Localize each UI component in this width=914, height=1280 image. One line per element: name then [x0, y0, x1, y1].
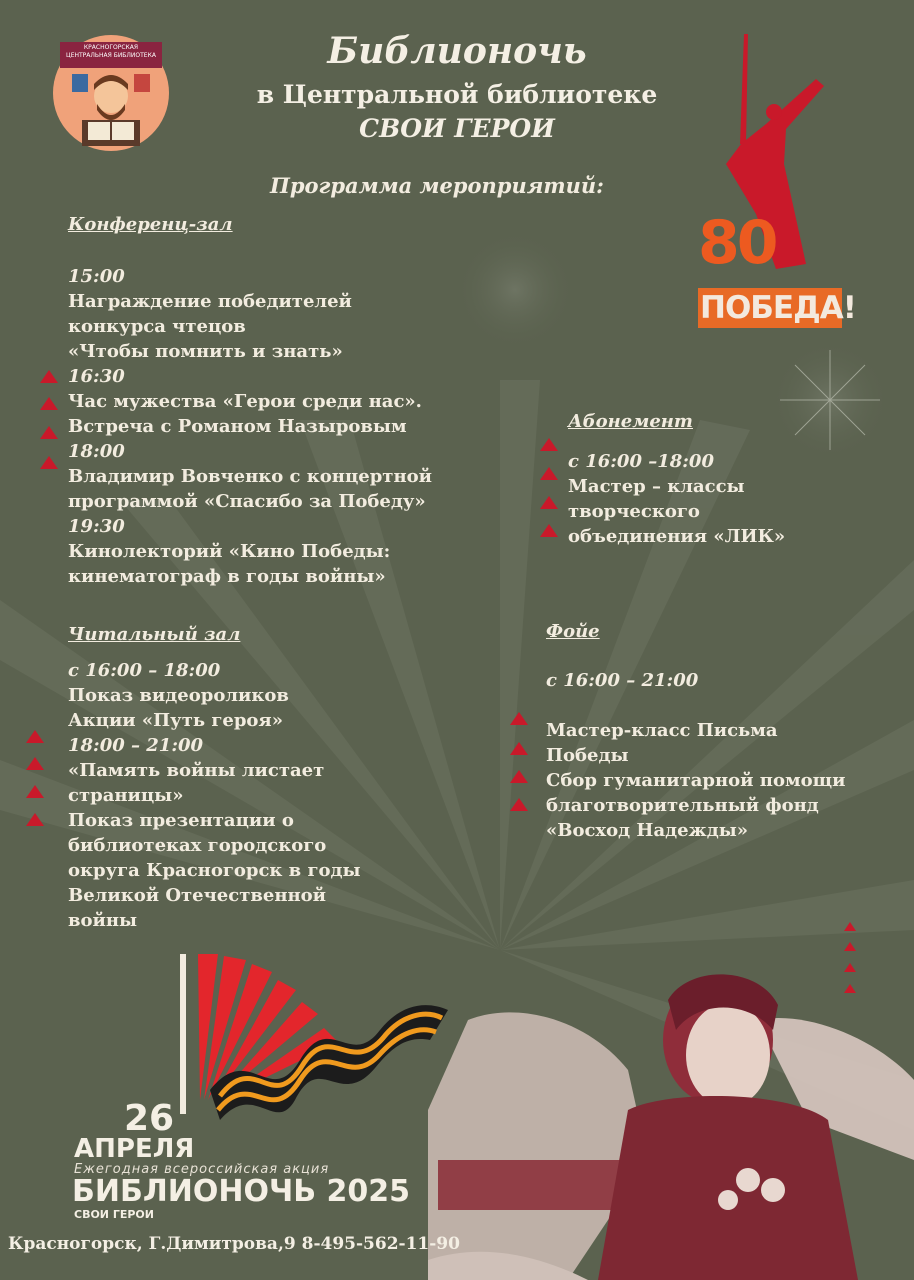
conference-line: «Чтобы помнить и знать»: [68, 341, 343, 362]
triangle-bullet-icon: [540, 438, 558, 451]
abonement-time: с 16:00 –18:00: [568, 451, 714, 472]
foyer-line: Мастер-класс Письма: [546, 720, 778, 741]
triangle-bullet-icon: [510, 742, 528, 755]
triangle-bullet-icon: [40, 397, 58, 410]
foyer-time: с 16:00 – 21:00: [546, 670, 699, 691]
conference-line: Кинолекторий «Кино Победы:: [68, 541, 391, 562]
event-month: АПРЕЛЯ: [74, 1134, 195, 1164]
conference-schedule: [68, 264, 432, 589]
pilot-photo: [428, 960, 914, 1280]
victory-word: ПОБЕДА!: [700, 290, 856, 326]
triangle-bullet-icon: [540, 467, 558, 480]
reading-schedule: [68, 658, 361, 933]
triangle-bullet-icon: [26, 785, 44, 798]
victory-number: 80: [698, 208, 776, 278]
reading-line: Показ видеороликов: [68, 685, 289, 706]
triangle-bullet-icon: [40, 370, 58, 383]
page-title: Библионочь: [327, 30, 587, 72]
conference-time-2: 16:30: [68, 366, 125, 387]
reading-line: Показ презентации о: [68, 810, 294, 831]
triangle-decor-icon: [844, 922, 856, 931]
triangle-bullet-icon: [510, 798, 528, 811]
reading-line: Акции «Путь героя»: [68, 710, 283, 731]
event-theme: СВОИ ГЕРОИ: [74, 1208, 154, 1221]
reading-line: «Память войны листает: [68, 760, 325, 781]
triangle-bullet-icon: [26, 813, 44, 826]
triangle-bullet-icon: [540, 524, 558, 537]
reading-line: Великой Отечественной: [68, 885, 327, 906]
reading-line: библиотеках городского: [68, 835, 327, 856]
abonement-line: Мастер – классы: [568, 476, 745, 497]
triangle-bullet-icon: [40, 456, 58, 469]
st-george-ribbon-icon: [180, 950, 460, 1120]
footer-address: Красногорск, Г.Димитрова,9 8-495-562-11-90: [8, 1234, 460, 1254]
event-day: 26: [124, 1098, 175, 1139]
conference-line: Час мужества «Герои среди нас».: [68, 391, 422, 412]
triangle-decor-icon: [844, 942, 856, 951]
abonement-schedule: [568, 449, 785, 549]
triangle-bullet-icon: [26, 757, 44, 770]
foyer-schedule: [546, 718, 845, 843]
reading-line: страницы»: [68, 785, 184, 806]
triangle-bullet-icon: [540, 496, 558, 509]
reading-time-1: с 16:00 – 18:00: [68, 660, 221, 681]
conference-line: программой «Спасибо за Победу»: [68, 491, 426, 512]
conference-time-3: 18:00: [68, 441, 125, 462]
triangle-bullet-icon: [40, 426, 58, 439]
conference-line: Награждение победителей: [68, 291, 352, 312]
triangle-bullet-icon: [510, 712, 528, 725]
reading-title: Читальный зал: [68, 624, 241, 645]
foyer-line: благотворительный фонд: [546, 795, 819, 816]
event-tagline: Ежегодная всероссийская акция: [74, 1162, 330, 1177]
conference-title: Конференц-зал: [68, 214, 233, 235]
conference-line: кинематограф в годы войны»: [68, 566, 386, 587]
page-subtitle: в Центральной библиотеке: [256, 80, 658, 109]
foyer-line: «Восход Надежды»: [546, 820, 749, 841]
triangle-bullet-icon: [510, 770, 528, 783]
foyer-title: Фойе: [546, 621, 600, 642]
triangle-bullet-icon: [26, 730, 44, 743]
conference-time-4: 19:30: [68, 516, 125, 537]
reading-time-2: 18:00 – 21:00: [68, 735, 204, 756]
event-name: БИБЛИОНОЧЬ 2025: [72, 1174, 411, 1209]
conference-line: Встреча с Романом Назыровым: [68, 416, 407, 437]
library-logo-text: КРАСНОГОРСКАЯ ЦЕНТРАЛЬНАЯ БИБЛИОТЕКА: [66, 44, 156, 59]
foyer-line: Победы: [546, 745, 629, 766]
conference-line: Владимир Вовченко с концертной: [68, 466, 432, 487]
reading-line: войны: [68, 910, 138, 931]
abonement-line: объединения «ЛИК»: [568, 526, 786, 547]
conference-time-1: 15:00: [68, 266, 125, 287]
abonement-title: Абонемент: [568, 411, 693, 432]
abonement-line: творческого: [568, 501, 700, 522]
conference-line: конкурса чтецов: [68, 316, 246, 337]
program-heading: Программа мероприятий:: [270, 173, 604, 198]
reading-line: округа Красногорск в годы: [68, 860, 361, 881]
foyer-line: Сбор гуманитарной помощи: [546, 770, 846, 791]
page-theme: СВОИ ГЕРОИ: [359, 114, 555, 143]
